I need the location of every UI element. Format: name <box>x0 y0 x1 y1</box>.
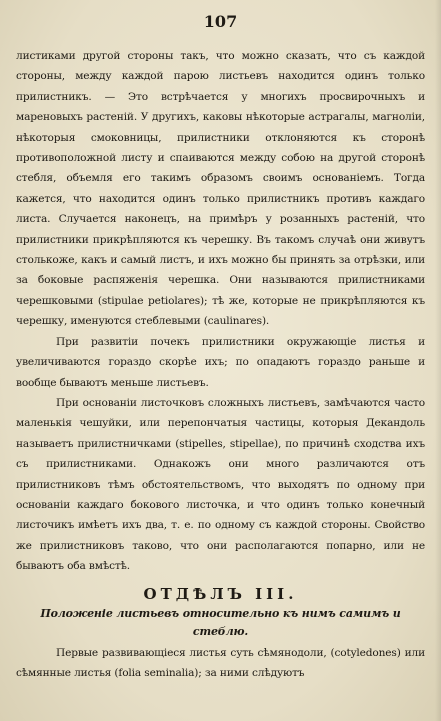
paragraph-1: листиками другой стороны такъ, что можно сказать, что съ каждой стороны, между каждой парою листьевъ находится одинъ только прилистникъ. — Это встрѣчается у многихъ просвирочныхъ и мареновыхъ растеній. У другихъ, каковы нѣкоторые астрагалы, магноліи, нѣкоторыя смоковницы, прилистники отклоняются къ сторонѣ противоположной листу и спаиваются между собою на другой сторонѣ стебля, объемля его такимъ образомъ своимъ основаніемъ. Тогда кажется, что находится одинъ только прилистникъ противъ каждаго листа. Случается наконецъ, на примѣръ у розанныхъ растеній, что прилистники прикрѣпляются къ черешку. Въ такомъ случаѣ они живутъ столькоже, какъ и самый листъ, и ихъ можно бы принять за отрѣзки, или за боковые распяженія черешка. Они называются прилистниками черешковыми (stipulae petiolares); тѣ же, которые не прикрѣпляются къ черешку, именуются стеблевыми (caulinares). <box>16 50 425 328</box>
page-body <box>16 46 425 683</box>
section-subheading: Положеніе листьевъ относительно къ нимъ самимъ и стеблю. <box>40 606 401 638</box>
paragraph-4: Первые развивающіеся листья суть сѣмянодоли, (cotyledones) или сѣмянные листья (folia seminalia); за ними слѣдуютъ <box>16 646 425 679</box>
page-edge-shadow <box>435 0 441 721</box>
page-number: 107 <box>203 12 238 31</box>
section-heading: ОТДѢЛЪ III. <box>143 584 298 603</box>
paragraph-3: При основаніи листочковъ сложныхъ листьевъ, замѣчаются часто маленькія чешуйки, или перепончатыя частицы, которыя Декандоль называетъ прилистничками (stipelles, stipellae), по причинѣ сходства ихъ съ прилистниками. Однакожъ они много различаются отъ прилистниковъ тѣмъ обстоятельствомъ, что выходятъ по одному при основаніи каждаго бокового листочка, и что одинъ только конечный листочикъ имѣетъ ихъ два, т. е. по одному съ каждой стороны. Свойство же прилистниковъ таково, что они располагаются попарно, или не бываютъ оба вмѣстѣ. <box>16 396 425 573</box>
paragraph-2: При развитіи почекъ прилистники окружающіе листья и увеличиваются гораздо скорѣе ихъ; по опадаютъ гораздо раньше и вообще бываютъ меньше листьевъ. <box>16 335 425 389</box>
